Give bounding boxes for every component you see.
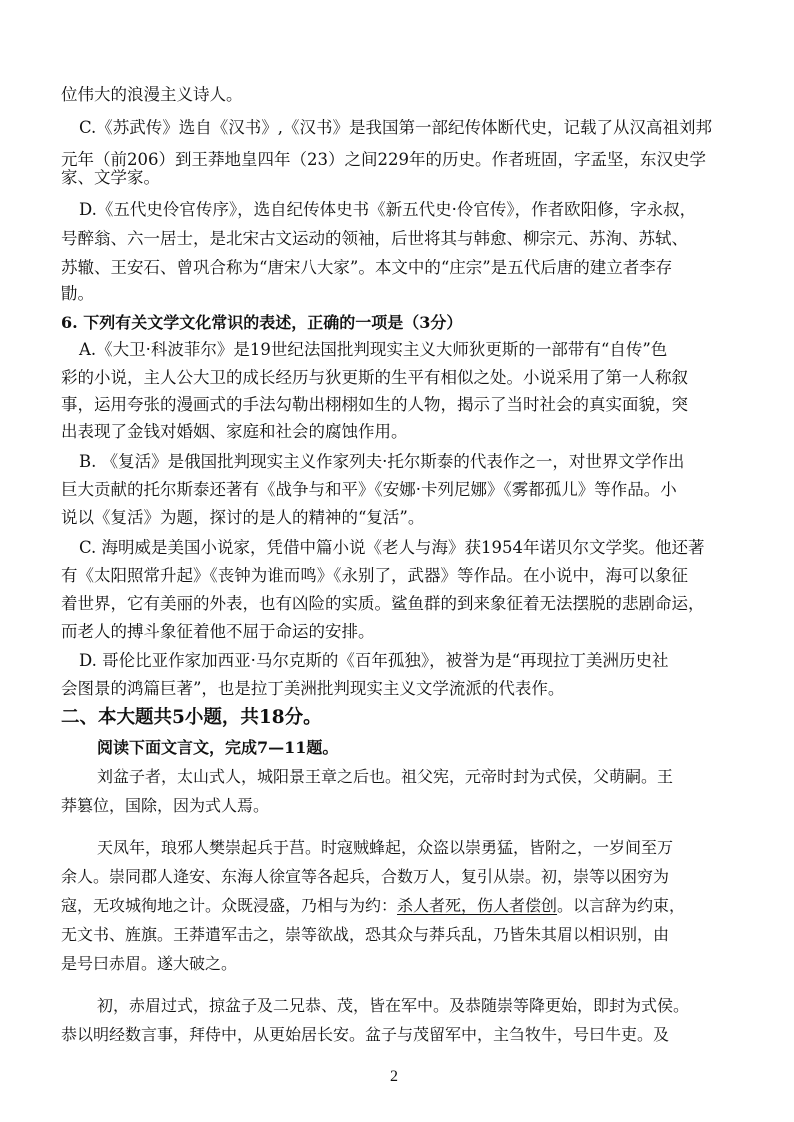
classical-text-line: 初，赤眉过式，掠盆子及二兄恭、茂，皆在军中。及恭随崇等降更始，即封为式侯。 bbox=[97, 996, 690, 1015]
text-line: 着世界，它有美丽的外表，也有凶险的实质。鲨鱼群的到来象征着无法摆脱的悲剧命运， bbox=[61, 594, 705, 613]
text-line: 说以《复活》为题，探讨的是人的精神的“复活”。 bbox=[61, 508, 425, 527]
option-c-line: C.《苏武传》选自《汉书》,《汉书》是我国第一部纪传体断代史，记载了从汉高祖刘邦 bbox=[79, 118, 713, 137]
section-heading: 二、本大题共5小题，共18分。 bbox=[61, 707, 322, 728]
option-d-line: D.《五代史伶官传序》，选自纪传体史书《新五代史·伶官传》，作者欧阳修，字永叔， bbox=[79, 200, 697, 219]
text-line: 事，运用夸张的漫画式的手法勾勒出栩栩如生的人物，揭示了当时社会的真实面貌，突 bbox=[61, 395, 688, 414]
option-a-line: A.《大卫·科波菲尔》是19世纪法国批判现实主义大师狄更斯的一部带有“自传”色 bbox=[79, 340, 668, 359]
option-b-line: B. 《复活》是俄国批判现实主义作家列夫·托尔斯泰的代表作之一，对世界文学作出 bbox=[79, 452, 685, 471]
classical-text-line: 莽篡位，国除，因为式人焉。 bbox=[61, 796, 270, 815]
classical-text-line: 余人。崇同郡人逄安、东海人徐宣等各起兵，合数万人，复引从崇。初，崇等以困穷为 bbox=[61, 867, 670, 886]
underlined-phrase: 杀人者死，伤人者偿创 bbox=[397, 896, 558, 915]
classical-text-line: 是号曰赤眉。遂大破之。 bbox=[61, 954, 238, 973]
text-line: 会图景的鸿篇巨著”，也是拉丁美洲批判现实主义文学流派的代表作。 bbox=[61, 679, 565, 698]
classical-text-line: 恭以明经数言事，拜侍中，从更始居长安。盆子与茂留军中，主刍牧牛，号曰牛吏。及 bbox=[61, 1025, 670, 1044]
classical-text-line: 刘盆子者，太山式人，城阳景王章之后也。祖父宪，元帝时封为式侯，父萌嗣。王 bbox=[97, 767, 674, 786]
text-line: 出表现了金钱对婚姻、家庭和社会的腐蚀作用。 bbox=[61, 422, 408, 441]
option-d-line: D. 哥伦比亚作家加西亚·马尔克斯的《百年孤独》，被誉为是“再现拉丁美洲历史社 bbox=[79, 651, 669, 670]
text-line: 元年（前206）到王莽地皇四年（23）之间229年的历史。作者班固，字孟坚，东汉史学 bbox=[61, 150, 706, 169]
page-number: 2 bbox=[390, 1068, 398, 1085]
question-6-stem: 6. 下列有关文学文化常识的表述，正确的一项是（3分） bbox=[61, 313, 463, 332]
text-line: 家、文学家。 bbox=[61, 168, 160, 187]
reading-instruction: 阅读下面文言文，完成7—11题。 bbox=[97, 738, 339, 757]
classical-text-line: 无文书、旌旗。王莽遣军击之，崇等欲战，恐其众与莽兵乱，乃皆朱其眉以相识别，由 bbox=[61, 925, 670, 944]
option-c-line: C. 海明威是美国小说家，凭借中篇小说《老人与海》获1954年诺贝尔文学奖。他还著 bbox=[79, 538, 705, 557]
text-line: 位伟大的浪漫主义诗人。 bbox=[61, 85, 243, 104]
classical-text-line bbox=[61, 896, 685, 916]
text-line: 苏辙、王安石、曾巩合称为“唐宋八大家”。本文中的“庄宗”是五代后唐的建立者李存 bbox=[61, 258, 673, 277]
text-line: 巨大贡献的托尔斯泰还著有《战争与和平》《安娜·卡列尼娜》《雾都孤儿》等作品。小 bbox=[61, 480, 677, 499]
classical-text-segment: 寇，无攻城徇地之计。众既浸盛，乃相与为约： bbox=[61, 896, 398, 915]
text-line: 有《太阳照常升起》《丧钟为谁而鸣》《永别了，武器》等作品。在小说中，海可以象征 bbox=[61, 566, 688, 585]
text-line: 勖。 bbox=[61, 284, 94, 303]
text-line: 号醉翁、六一居士，是北宋古文运动的领袖，后世将其与韩愈、柳宗元、苏洵、苏轼、 bbox=[61, 229, 688, 248]
text-line: 而老人的搏斗象征着他不屈于命运的安排。 bbox=[61, 622, 375, 641]
text-line: 彩的小说，主人公大卫的成长经历与狄更斯的生平有相似之处。小说采用了第一人称叙 bbox=[61, 368, 688, 387]
classical-text-segment: 。以言辞为约束， bbox=[557, 896, 686, 915]
classical-text-line: 天凤年，琅邪人樊崇起兵于莒。时寇贼蜂起，众盗以崇勇猛，皆附之，一岁间至万 bbox=[97, 838, 674, 857]
